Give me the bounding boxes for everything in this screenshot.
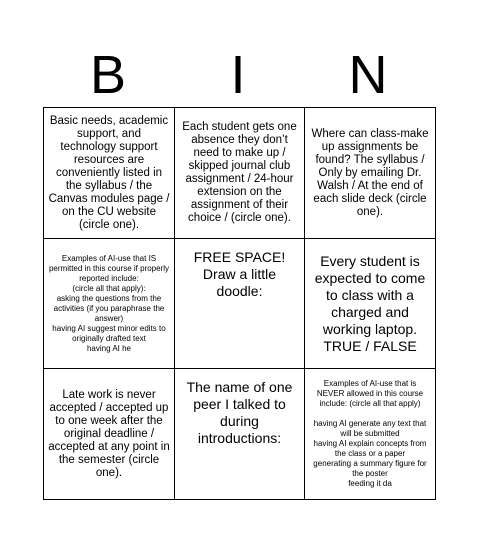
- bingo-cell-4[interactable]: Examples of AI-use that IS permitted in this course if properly reported include: (circle all that apply): asking the questions from the activities (if you paraphrase the answer) having AI suggest minor edits to originally drafted text having AI he: [44, 239, 175, 369]
- bingo-cell-8[interactable]: The name of one peer I talked to during introductions:: [175, 369, 305, 499]
- header-letter-b: B: [89, 45, 127, 105]
- bingo-cell-free-space[interactable]: FREE SPACE! Draw a little doodle:: [175, 239, 305, 369]
- bingo-cell-7[interactable]: Late work is never accepted / accepted up to one week after the original deadline / accepted at any point in the semester (circle one).: [44, 369, 175, 499]
- bingo-cell-3[interactable]: Where can class-make up assignments be found? The syllabus / Only by emailing Dr. Walsh / At the end of each slide deck (circle one).: [305, 108, 435, 239]
- bingo-cell-1[interactable]: Basic needs, academic support, and technology support resources are conveniently listed in the syllabus / the Canvas modules page / on the CU website (circle one).: [44, 108, 175, 239]
- bingo-cell-6[interactable]: Every student is expected to come to class with a charged and working laptop. TRUE / FALSE: [305, 239, 435, 369]
- bingo-cell-9[interactable]: Examples of AI-use that is NEVER allowed in this course include: (circle all that apply) having AI generate any text that will be submitted having AI explain concepts from the class or a paper generating a summary figure for the poster feeding it da: [313, 379, 427, 488]
- bingo-board: [43, 107, 436, 500]
- bingo-header: [43, 44, 434, 106]
- bingo-cell-2[interactable]: Each student gets one absence they don’t need to make up / skipped journal club assignment / 24-hour extension on the assignment of their choice / (circle one).: [175, 108, 305, 239]
- header-letter-i: I: [230, 45, 246, 105]
- header-letter-n: N: [348, 45, 388, 105]
